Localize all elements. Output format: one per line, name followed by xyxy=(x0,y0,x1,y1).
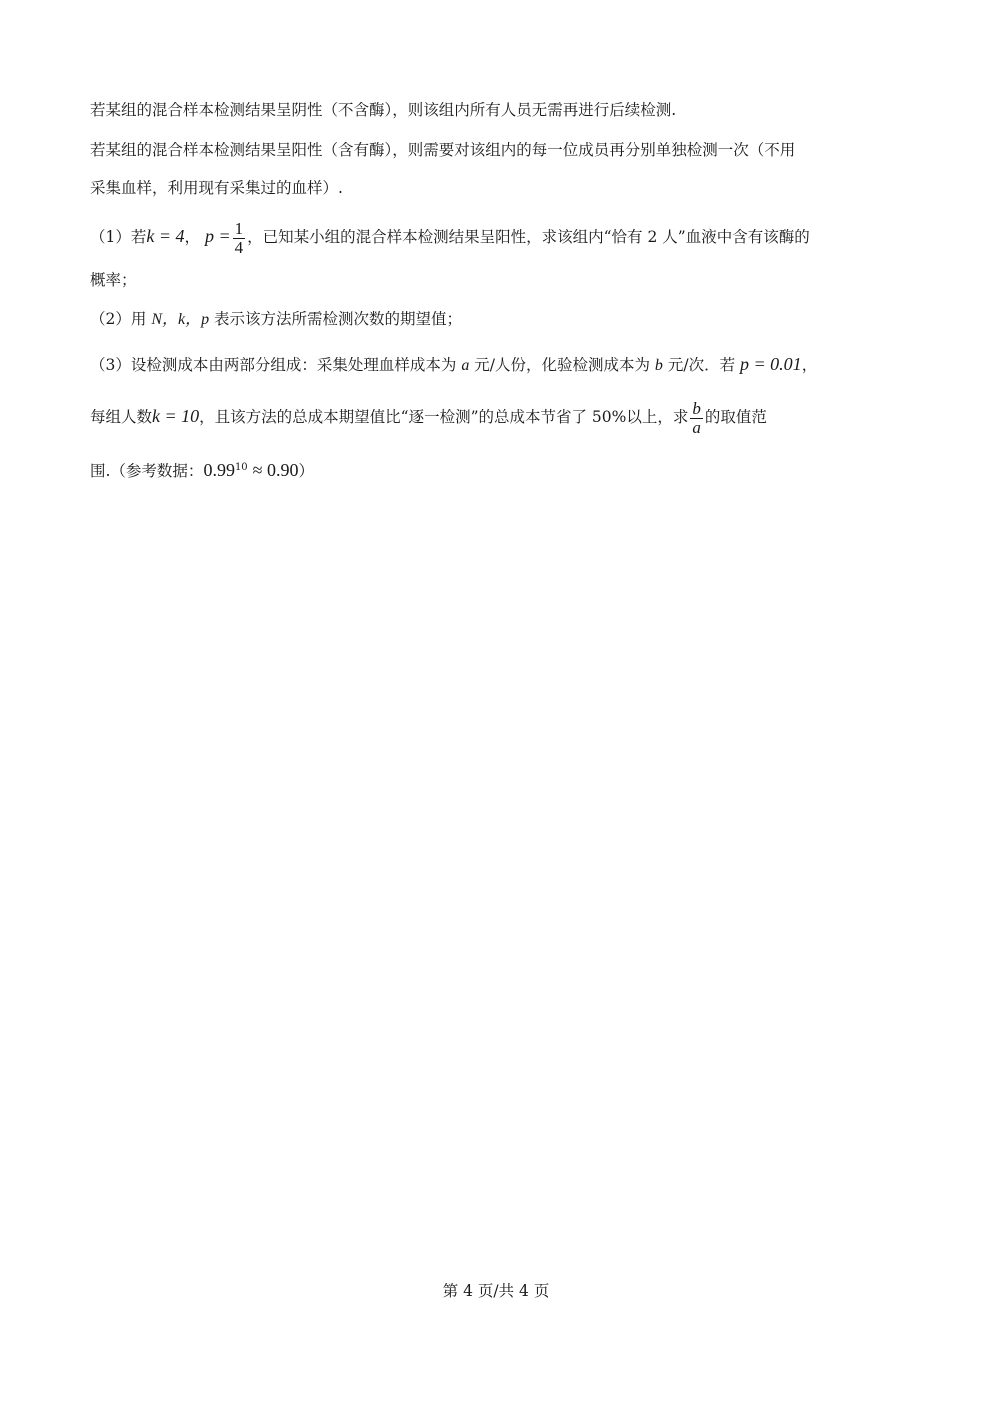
q3-part3: 元/次．若 xyxy=(667,356,736,374)
q3-approx: ≈ 0.90 xyxy=(252,460,299,480)
q3-fraction xyxy=(690,400,703,437)
question-3-line-1 xyxy=(90,354,817,376)
q3-base: 0.99 xyxy=(203,460,235,480)
q3-part1: （3）设检测成本由两部分组成：采集处理血样成本为 xyxy=(90,356,457,374)
q3-line2-suffix: 的取值范 xyxy=(704,408,767,426)
q2-variables: N，k，p xyxy=(151,311,210,328)
q3-line3-suffix: ） xyxy=(298,462,315,480)
q1-k-expression: k = 4 xyxy=(146,226,185,246)
q3-fraction-numerator: b xyxy=(692,398,701,418)
q3-fraction-denominator: a xyxy=(692,417,701,437)
q3-p-value: p = 0.01 xyxy=(740,354,802,374)
q1-prefix: （1）若 xyxy=(90,228,147,246)
q3-b-variable: b xyxy=(654,357,663,374)
q3-a-variable: a xyxy=(461,357,470,374)
question-2-line xyxy=(90,309,462,330)
q3-line2-prefix: 每组人数 xyxy=(90,408,153,426)
q1-fraction-numerator: 1 xyxy=(234,218,244,238)
q1-separator: ， xyxy=(184,228,201,246)
paragraph-line-1: 若某组的混合样本检测结果呈阴性（不含酶），则该组内所有人员无需再进行后续检测. xyxy=(90,101,677,119)
question-1-line xyxy=(90,216,810,257)
q3-p-expression xyxy=(740,354,802,374)
q1-p-expression: p = xyxy=(204,226,231,246)
q3-part4: ， xyxy=(801,356,818,374)
paragraph-line-2: 若某组的混合样本检测结果呈阳性（含有酶），则需要对该组内的每一位成员再分别单独检测一次（不用 xyxy=(90,141,796,159)
question-3-line-2 xyxy=(90,394,767,439)
q3-exponent: 10 xyxy=(234,462,248,473)
page-footer: 第 4 页/共 4 页 xyxy=(442,1282,550,1300)
q3-k-expression: k = 10 xyxy=(152,406,200,426)
q1-fraction-denominator: 4 xyxy=(234,237,244,257)
q3-line2-mid: ，且该方法的总成本期望值比“逐一检测”的总成本节省了 50%以上，求 xyxy=(199,408,689,426)
q1-suffix: ，已知某小组的混合样本检测结果呈阳性，求该组内“恰有 2 人”血液中含有该酶的 xyxy=(247,228,810,246)
question-3-line-3 xyxy=(90,460,314,481)
q1-fraction xyxy=(233,220,246,257)
q3-part2: 元/人份，化验检测成本为 xyxy=(474,356,650,374)
q2-prefix: （2）用 xyxy=(90,310,147,328)
paragraph-line-3: 采集血样，利用现有采集过的血样）. xyxy=(90,179,343,197)
q2-suffix: 表示该方法所需检测次数的期望值； xyxy=(214,310,463,328)
q3-line3-prefix: 围.（参考数据： xyxy=(90,462,204,480)
question-1-continuation: 概率； xyxy=(90,271,137,289)
